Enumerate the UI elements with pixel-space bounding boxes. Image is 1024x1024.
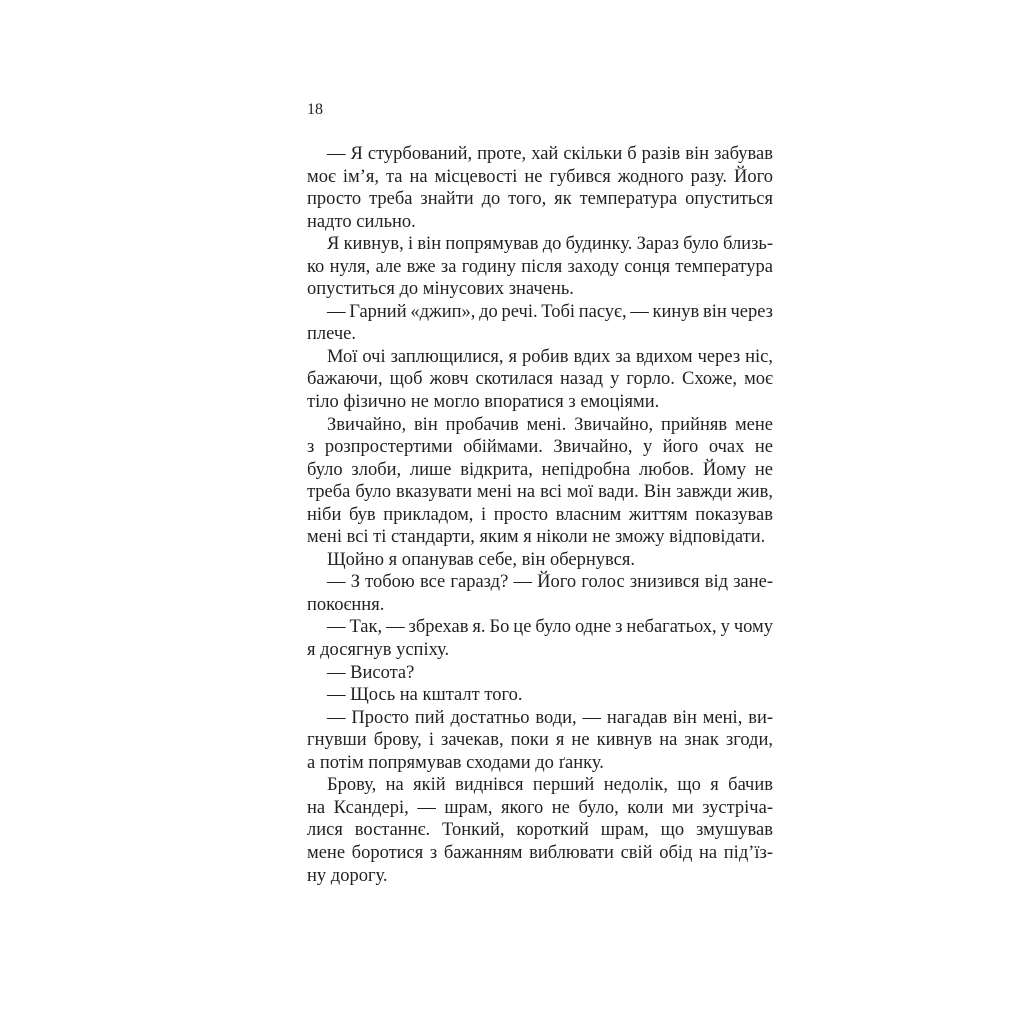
text-line xyxy=(307,774,773,797)
text-line xyxy=(307,459,773,482)
text-line-content: — Щось на кшталт того. xyxy=(327,685,523,706)
text-line-content: мені всі ті стандарти, яким я ніколи не зможу відповідати. xyxy=(307,527,766,548)
text-line-content: просто треба знайти до того, як температура опуститься xyxy=(307,189,773,210)
text-line xyxy=(307,414,773,437)
text-line-content: — Гарний «джип», до речі. Тобі пасує, — кинув він через xyxy=(327,301,773,322)
text-line-content: мене боротися з бажанням виблювати свій обід на під’їз- xyxy=(307,842,773,863)
text-line-content: Мої очі заплющилися, я робив вдих за вдихом через ніс, xyxy=(327,346,773,367)
text-line-content: гнувши брову, і зачекав, поки я не кивнув на знак згоди, xyxy=(307,730,773,751)
text-line-content: було злоби, лише відкрита, непідробна любов. Йому не xyxy=(307,459,773,480)
body-text xyxy=(307,143,773,887)
text-line xyxy=(307,233,773,256)
text-line xyxy=(307,391,773,414)
text-line-content: ніби був прикладом, і просто власним життям показував xyxy=(307,504,773,525)
text-line-content: я досягнув успіху. xyxy=(307,640,450,661)
text-line-content: покоєння. xyxy=(307,594,385,615)
text-line-content: Звичайно, він пробачив мені. Звичайно, прийняв мене xyxy=(327,414,773,435)
text-line-content: моє ім’я, та на місцевості не губився жодного разу. Його xyxy=(307,166,773,187)
text-line-content: Щойно я опанував себе, він обернувся. xyxy=(327,549,635,570)
text-line xyxy=(307,166,773,189)
text-line-content: ко нуля, але вже за годину після заходу сонця температура xyxy=(307,256,773,277)
text-line xyxy=(307,278,773,301)
text-line xyxy=(307,662,773,685)
text-line xyxy=(307,346,773,369)
text-line xyxy=(307,504,773,527)
text-line-content: ну дорогу. xyxy=(307,865,388,886)
text-line-content: Брову, на якій виднівся перший недолік, що я бачив xyxy=(327,775,773,796)
text-line-content: плече. xyxy=(307,324,357,345)
text-line-content: — З тобою все гаразд? — Його голос знизився від зане- xyxy=(327,572,773,593)
text-line xyxy=(307,368,773,391)
text-line xyxy=(307,729,773,752)
text-line-content: треба було вказувати мені на всі мої вади. Він завжди жив, xyxy=(307,482,773,503)
text-line xyxy=(307,707,773,730)
text-line xyxy=(307,797,773,820)
text-line xyxy=(307,549,773,572)
text-line xyxy=(307,256,773,279)
text-line xyxy=(307,436,773,459)
text-line-content: Я кивнув, і він попрямував до будинку. Зараз було близь- xyxy=(327,234,773,255)
text-line-content: лися востаннє. Тонкий, короткий шрам, що змушував xyxy=(307,820,773,841)
text-line xyxy=(307,211,773,234)
text-line-content: на Ксандері, — шрам, якого не було, коли ми зустріча- xyxy=(307,797,773,818)
text-line xyxy=(307,526,773,549)
text-line-content: бажаючи, щоб жовч скотилася назад у горло. Схоже, моє xyxy=(307,369,773,390)
text-line xyxy=(307,143,773,166)
text-line xyxy=(307,301,773,324)
page-number: 18 xyxy=(307,101,323,118)
text-line-content: з розпростертими обіймами. Звичайно, у його очах не xyxy=(307,437,773,458)
text-line-content: — Висота? xyxy=(327,662,415,683)
text-line xyxy=(307,571,773,594)
text-line xyxy=(307,481,773,504)
text-line-content: надто сильно. xyxy=(307,211,416,232)
text-line-content: опуститься до мінусових значень. xyxy=(307,279,574,300)
text-line-content: — Просто пий достатньо води, — нагадав він мені, ви- xyxy=(327,707,773,728)
text-line-content: — Я стурбований, проте, хай скільки б разів він забував xyxy=(327,144,773,164)
text-line xyxy=(307,684,773,707)
text-line xyxy=(307,594,773,617)
text-line-content: — Так, — збрехав я. Бо це було одне з небагатьох, у чому xyxy=(327,617,773,638)
text-line xyxy=(307,323,773,346)
text-line xyxy=(307,842,773,865)
text-line-content: тіло фізично не могло впоратися з емоціями. xyxy=(307,392,660,413)
text-line-content: а потім попрямував сходами до ґанку. xyxy=(307,752,604,773)
text-line xyxy=(307,616,773,639)
text-line xyxy=(307,819,773,842)
text-line xyxy=(307,752,773,775)
text-line xyxy=(307,188,773,211)
text-line xyxy=(307,639,773,662)
text-line xyxy=(307,865,773,888)
